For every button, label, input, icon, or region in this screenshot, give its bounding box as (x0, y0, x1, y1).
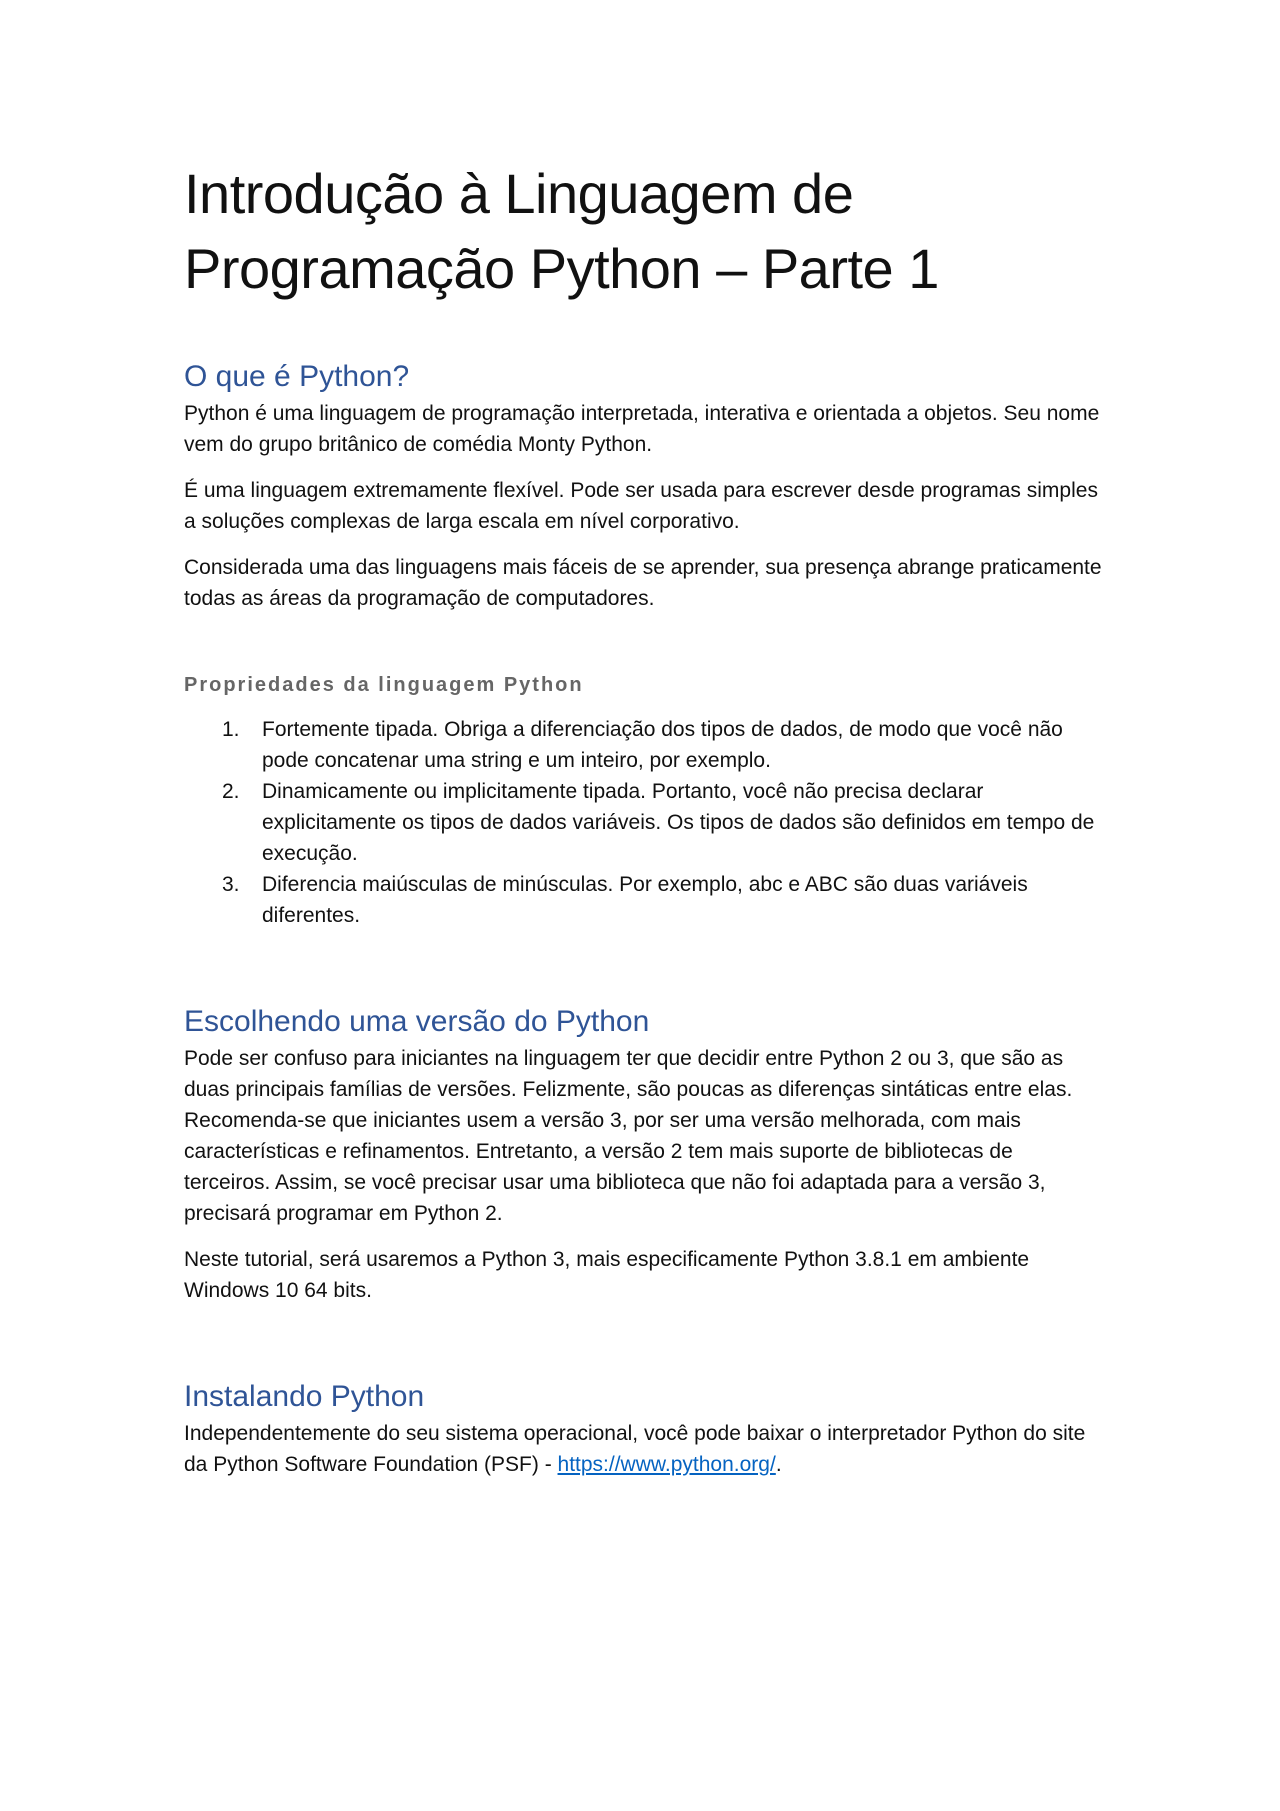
install-text: Independentemente do seu sistema operacional, você pode baixar o interpretador Python do site da Python Software Foundation (PSF) - (184, 1422, 1086, 1476)
paragraph: Pode ser confuso para iniciantes na linguagem ter que decidir entre Python 2 ou 3, que são as duas principais famílias de versões. Felizmente, são poucas as diferenças sintáticas entre elas. Recomenda-se que iniciantes usem a versão 3, por ser uma versão melhorada, com mais características e refinamentos. Entretanto, a versão 2 tem mais suporte de bibliotecas de terceiros. Assim, se você precisar usar uma biblioteca que não foi adaptada para a versão 3, precisará programar em Python 2. (184, 1047, 1073, 1225)
heading-choosing-version: Escolhendo uma versão do Python (184, 1005, 650, 1038)
heading-properties: Propriedades da linguagem Python (184, 674, 584, 696)
list-item (184, 776, 1104, 869)
paragraph: Python é uma linguagem de programação interpretada, interativa e orientada a objetos. Seu nome vem do grupo britânico de comédia Monty Python. (184, 402, 1100, 456)
list-item (184, 869, 1104, 931)
list-number: 1. (222, 718, 240, 741)
paragraph: Considerada uma das linguagens mais fáceis de se aprender, sua presença abrange praticamente todas as áreas da programação de computadores. (184, 556, 1102, 610)
document-page (184, 156, 1104, 1480)
list-text: Fortemente tipada. Obriga a diferenciação dos tipos de dados, de modo que você não pode concatenar uma string e um inteiro, por exemplo. (262, 718, 1063, 772)
list-text: Diferencia maiúsculas de minúsculas. Por exemplo, abc e ABC são duas variáveis diferentes. (262, 873, 1028, 927)
properties-list (184, 714, 1104, 931)
python-org-link[interactable]: https://www.python.org/ (557, 1453, 776, 1476)
heading-what-is-python: O que é Python? (184, 360, 410, 393)
title-line-1: Introdução à Linguagem de (184, 162, 854, 225)
list-item (184, 714, 1104, 776)
paragraph: Neste tutorial, será usaremos a Python 3, mais especificamente Python 3.8.1 em ambiente Windows 10 64 bits. (184, 1248, 1030, 1302)
install-text-end: . (775, 1453, 782, 1476)
heading-installing-python: Instalando Python (184, 1380, 425, 1413)
list-number: 2. (222, 780, 240, 803)
list-number: 3. (222, 873, 240, 896)
document-title (184, 156, 1104, 306)
title-line-2: Programação Python – Parte 1 (184, 237, 939, 300)
paragraph: É uma linguagem extremamente flexível. Pode ser usada para escrever desde programas simples a soluções complexas de larga escala em nível corporativo. (184, 479, 1098, 533)
list-text: Dinamicamente ou implicitamente tipada. Portanto, você não precisa declarar explicitamente os tipos de dados variáveis. Os tipos de dados são definidos em tempo de execução. (262, 780, 1095, 865)
paragraph-install (184, 1418, 1104, 1480)
